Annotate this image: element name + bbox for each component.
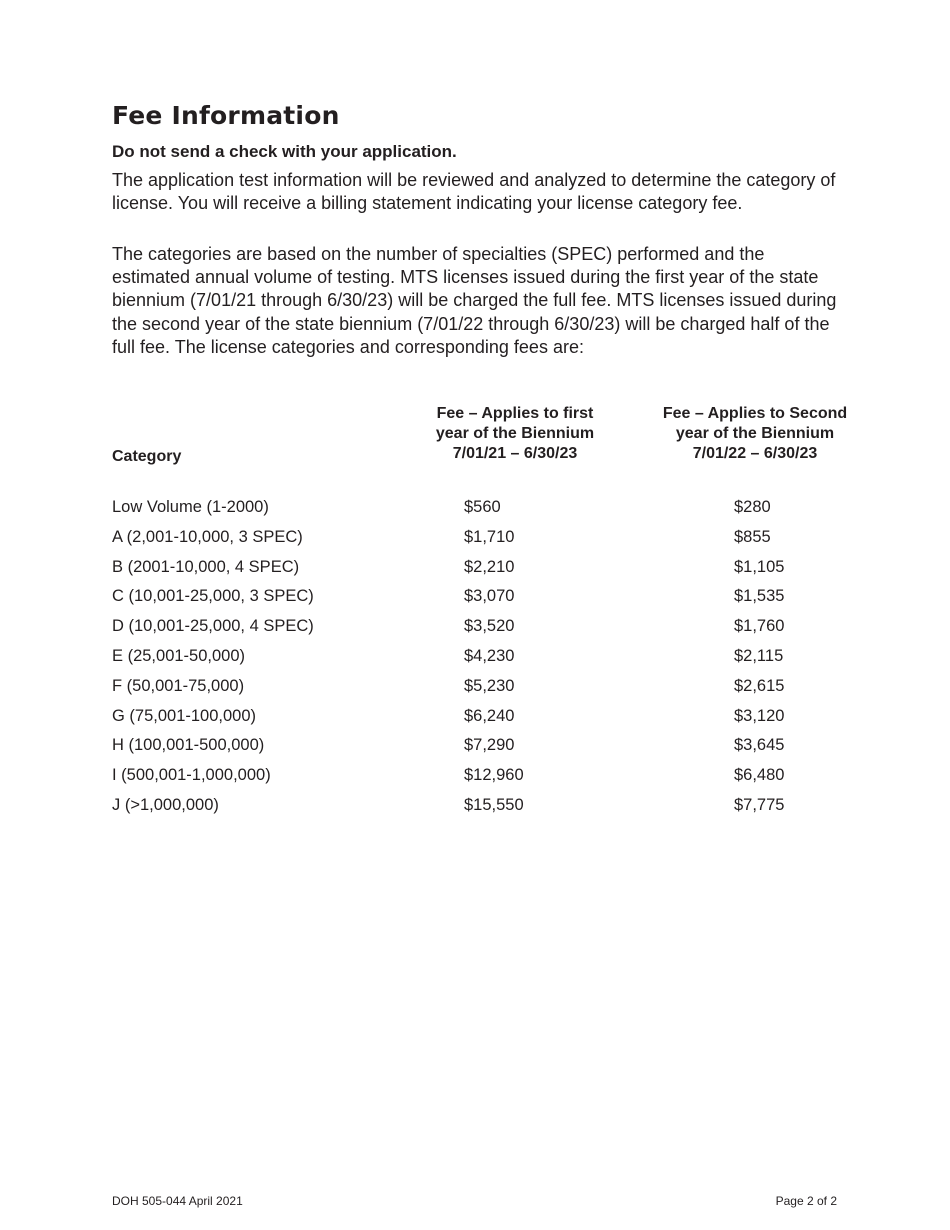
header-first-year-fee bbox=[410, 404, 620, 464]
page-title: Fee Information bbox=[112, 101, 340, 130]
second-year-fee-cell: $855 bbox=[734, 527, 771, 546]
header-second-year-line: year of the Biennium bbox=[675, 425, 835, 442]
first-year-fee-cell: $4,230 bbox=[464, 646, 515, 665]
table-row bbox=[0, 732, 950, 762]
category-cell: J (>1,000,000) bbox=[112, 795, 219, 814]
category-cell: G (75,001-100,000) bbox=[112, 706, 257, 725]
category-cell: Low Volume (1-2000) bbox=[112, 498, 269, 516]
header-first-year-line: Fee – Applies to first bbox=[436, 405, 594, 422]
table-row bbox=[0, 524, 950, 554]
table-row bbox=[0, 613, 950, 643]
second-year-fee-cell: $7,775 bbox=[734, 795, 785, 814]
first-year-fee-cell: $1,710 bbox=[464, 527, 515, 546]
second-year-fee-cell: $3,120 bbox=[734, 706, 785, 725]
form-id-footer: DOH 505-044 April 2021 bbox=[112, 1194, 243, 1208]
category-cell: F (50,001-75,000) bbox=[112, 676, 245, 695]
first-year-fee-cell: $15,550 bbox=[464, 795, 524, 814]
first-year-fee-cell: $560 bbox=[464, 498, 501, 516]
fee-rows bbox=[0, 494, 950, 822]
table-row bbox=[0, 643, 950, 673]
first-year-fee-cell: $5,230 bbox=[464, 676, 515, 695]
header-first-year-line: 7/01/21 – 6/30/23 bbox=[452, 445, 578, 462]
second-year-fee-cell: $1,105 bbox=[734, 557, 785, 576]
page-number-footer: Page 2 of 2 bbox=[775, 1194, 837, 1208]
first-year-fee-cell: $2,210 bbox=[464, 557, 515, 576]
header-second-year-line: 7/01/22 – 6/30/23 bbox=[692, 445, 818, 462]
second-year-fee-cell: $280 bbox=[734, 498, 771, 516]
no-check-notice: Do not send a check with your application. bbox=[112, 142, 457, 161]
table-row bbox=[0, 494, 950, 524]
billing-paragraph: The application test information will be reviewed and analyzed to determine the category of license. You will receive a billing statement indicating your license category fee. bbox=[112, 170, 836, 214]
header-second-year-line: Fee – Applies to Second bbox=[662, 405, 848, 422]
category-cell: C (10,001-25,000, 3 SPEC) bbox=[112, 587, 314, 606]
category-cell: I (500,001-1,000,000) bbox=[112, 766, 271, 785]
first-year-fee-cell: $6,240 bbox=[464, 706, 515, 725]
table-row bbox=[0, 673, 950, 703]
header-category: Category bbox=[112, 448, 182, 465]
first-year-fee-cell: $3,070 bbox=[464, 587, 515, 606]
table-row bbox=[0, 703, 950, 733]
second-year-fee-cell: $6,480 bbox=[734, 766, 785, 785]
first-year-fee-cell: $7,290 bbox=[464, 736, 515, 755]
categories-paragraph: The categories are based on the number of specialties (SPEC) performed and the estimated annual volume of testing. MTS licenses issued during the first year of the state biennium (7/01/21 through 6/30/23) will be charged the full fee. MTS licenses issued during the second year of the state biennium (7/01/22 through 6/30/23) will be charged half of the full fee. The license categories and corresponding fees are: bbox=[112, 244, 837, 357]
second-year-fee-cell: $1,535 bbox=[734, 587, 785, 606]
table-row bbox=[0, 554, 950, 584]
second-year-fee-cell: $1,760 bbox=[734, 617, 785, 636]
header-second-year-fee bbox=[645, 404, 865, 464]
first-year-fee-cell: $12,960 bbox=[464, 766, 524, 785]
category-cell: E (25,001-50,000) bbox=[112, 646, 246, 665]
table-row bbox=[0, 583, 950, 613]
category-cell: D (10,001-25,000, 4 SPEC) bbox=[112, 617, 314, 636]
second-year-fee-cell: $3,645 bbox=[734, 736, 785, 755]
second-year-fee-cell: $2,115 bbox=[734, 646, 784, 665]
table-row bbox=[0, 792, 950, 822]
category-cell: H (100,001-500,000) bbox=[112, 736, 265, 755]
first-year-fee-cell: $3,520 bbox=[464, 617, 515, 636]
category-cell: B (2001-10,000, 4 SPEC) bbox=[112, 557, 300, 576]
table-row bbox=[0, 762, 950, 792]
header-first-year-line: year of the Biennium bbox=[435, 425, 595, 442]
second-year-fee-cell: $2,615 bbox=[734, 676, 785, 695]
category-cell: A (2,001-10,000, 3 SPEC) bbox=[112, 527, 303, 546]
